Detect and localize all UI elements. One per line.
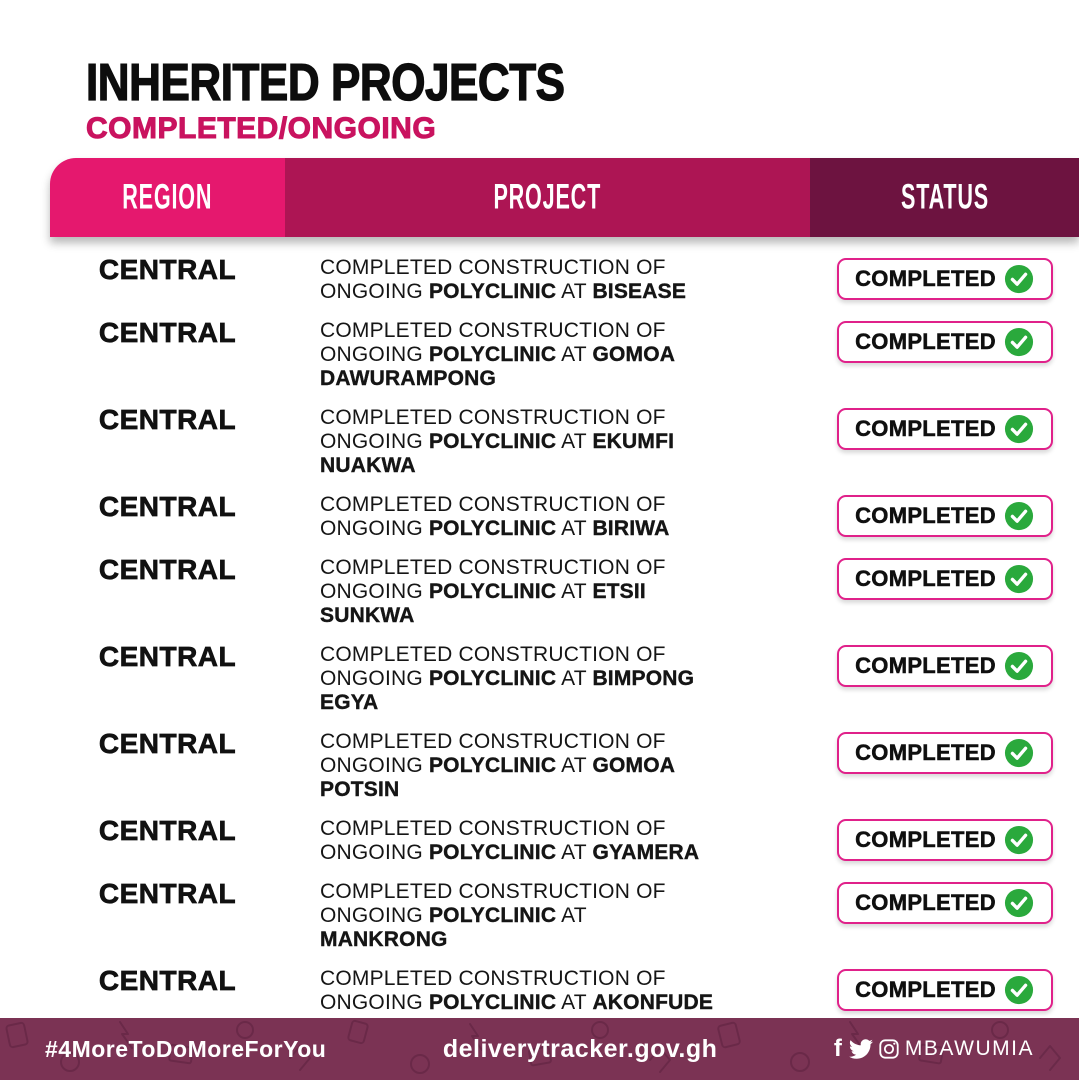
table-row [50, 880, 1079, 952]
check-circle-icon [1004, 738, 1034, 768]
check-circle-icon [1004, 264, 1034, 294]
project-connector: AT [561, 667, 587, 690]
project-prefix: COMPLETED CONSTRUCTION OF ONGOING [320, 880, 666, 927]
status-cell [810, 556, 1079, 600]
project-connector: AT [561, 991, 587, 1014]
project-connector: AT [561, 343, 587, 366]
check-circle-icon [1004, 651, 1034, 681]
status-badge [837, 321, 1053, 363]
project-prefix: COMPLETED CONSTRUCTION OF ONGOING [320, 256, 666, 303]
project-location: MANKRONG [320, 928, 448, 951]
project-type: POLYCLINIC [428, 430, 557, 453]
table-row [50, 967, 1079, 1015]
project-type: POLYCLINIC [428, 904, 557, 927]
check-circle-icon [1004, 975, 1034, 1005]
check-circle-icon [1004, 564, 1034, 594]
status-label: COMPLETED [855, 827, 996, 852]
status-cell [810, 730, 1079, 774]
check-circle-icon [1004, 414, 1034, 444]
region-column-header [50, 158, 285, 237]
project-location: GOMOA DAWURAMPONG [320, 343, 675, 390]
campaign-hashtag: #4MoreToDoMoreForYou [45, 1035, 327, 1062]
project-location: AKONFUDE [592, 991, 714, 1014]
region-cell: CENTRAL [98, 554, 237, 585]
check-circle-icon [1004, 888, 1034, 918]
status-badge [837, 645, 1053, 687]
project-type: POLYCLINIC [428, 580, 557, 603]
project-connector: AT [561, 580, 587, 603]
project-cell [285, 880, 720, 952]
project-prefix: COMPLETED CONSTRUCTION OF ONGOING [320, 406, 666, 453]
page-title: INHERITED PROJECTS [86, 53, 565, 112]
check-circle-icon [1004, 327, 1034, 357]
project-cell [285, 556, 720, 628]
region-cell: CENTRAL [98, 728, 237, 759]
project-cell [285, 493, 720, 541]
project-type: POLYCLINIC [428, 841, 557, 864]
region-cell: CENTRAL [98, 254, 237, 285]
region-cell: CENTRAL [98, 815, 237, 846]
status-label: COMPLETED [855, 890, 996, 915]
status-label: COMPLETED [855, 416, 996, 441]
status-badge [837, 819, 1053, 861]
region-cell: CENTRAL [98, 317, 237, 348]
status-cell [810, 319, 1079, 363]
status-cell [810, 880, 1079, 924]
project-prefix: COMPLETED CONSTRUCTION OF ONGOING [320, 556, 666, 603]
status-cell [810, 493, 1079, 537]
project-cell [285, 406, 720, 478]
status-label: COMPLETED [855, 740, 996, 765]
social-handle: MBAWUMIA [904, 1037, 1034, 1060]
project-type: POLYCLINIC [428, 517, 557, 540]
table-row [50, 643, 1079, 715]
region-cell: CENTRAL [98, 965, 237, 996]
region-header-label: REGION [122, 177, 213, 217]
status-badge [837, 732, 1053, 774]
project-type: POLYCLINIC [428, 754, 557, 777]
project-connector: AT [561, 841, 587, 864]
status-column-header [810, 158, 1079, 237]
status-label: COMPLETED [855, 503, 996, 528]
project-prefix: COMPLETED CONSTRUCTION OF ONGOING [320, 643, 666, 690]
project-type: POLYCLINIC [428, 280, 557, 303]
social-handle-group [834, 1037, 1034, 1061]
status-badge [837, 882, 1053, 924]
project-header-label: PROJECT [493, 177, 602, 217]
project-prefix: COMPLETED CONSTRUCTION OF ONGOING [320, 817, 666, 864]
project-prefix: COMPLETED CONSTRUCTION OF ONGOING [320, 493, 666, 540]
project-location: BIMPONG EGYA [320, 667, 695, 714]
project-cell [285, 643, 720, 715]
status-header-label: STATUS [900, 177, 989, 217]
project-location: BISEASE [592, 280, 687, 303]
status-label: COMPLETED [855, 977, 996, 1002]
project-cell [285, 817, 720, 865]
status-cell [810, 817, 1079, 861]
twitter-icon [849, 1037, 873, 1061]
title-block [86, 52, 630, 146]
status-cell [810, 406, 1079, 450]
table-header-bar [50, 158, 1079, 237]
check-circle-icon [1004, 825, 1034, 855]
project-prefix: COMPLETED CONSTRUCTION OF ONGOING [320, 967, 666, 1014]
project-location: BIRIWA [592, 517, 670, 540]
project-location: GOMOA POTSIN [320, 754, 675, 801]
status-cell [810, 967, 1079, 1011]
project-connector: AT [561, 517, 587, 540]
table-row [50, 406, 1079, 478]
table-row [50, 256, 1079, 304]
page-subtitle: COMPLETED/ONGOING [86, 112, 437, 145]
project-cell [285, 730, 720, 802]
project-prefix: COMPLETED CONSTRUCTION OF ONGOING [320, 730, 666, 777]
region-cell: CENTRAL [98, 641, 237, 672]
project-cell [285, 256, 720, 304]
status-cell [810, 256, 1079, 300]
project-prefix: COMPLETED CONSTRUCTION OF ONGOING [320, 319, 666, 366]
status-label: COMPLETED [855, 266, 996, 291]
project-cell [285, 967, 720, 1015]
status-badge [837, 558, 1053, 600]
project-connector: AT [561, 754, 587, 777]
project-cell [285, 319, 720, 391]
table-body [50, 256, 1079, 1030]
status-badge [837, 969, 1053, 1011]
table-row [50, 493, 1079, 541]
table-row [50, 556, 1079, 628]
status-badge [837, 408, 1053, 450]
status-cell [810, 643, 1079, 687]
project-location: GYAMERA [592, 841, 700, 864]
region-cell: CENTRAL [98, 878, 237, 909]
status-badge [837, 258, 1053, 300]
project-connector: AT [561, 280, 587, 303]
region-cell: CENTRAL [98, 491, 237, 522]
project-connector: AT [561, 904, 587, 927]
status-label: COMPLETED [855, 566, 996, 591]
project-column-header [285, 158, 810, 237]
table-row [50, 319, 1079, 391]
check-circle-icon [1004, 501, 1034, 531]
facebook-icon: f [833, 1035, 842, 1062]
status-badge [837, 495, 1053, 537]
project-location: ETSII SUNKWA [320, 580, 646, 627]
website-url: deliverytracker.gov.gh [442, 1034, 718, 1063]
project-type: POLYCLINIC [428, 667, 557, 690]
table-row [50, 730, 1079, 802]
footer-bar [0, 1018, 1079, 1080]
region-cell: CENTRAL [98, 404, 237, 435]
project-connector: AT [561, 430, 587, 453]
project-type: POLYCLINIC [428, 343, 557, 366]
project-location: EKUMFI NUAKWA [320, 430, 675, 477]
status-label: COMPLETED [855, 329, 996, 354]
project-type: POLYCLINIC [428, 991, 557, 1014]
instagram-icon [878, 1038, 900, 1060]
status-label: COMPLETED [855, 653, 996, 678]
table-row [50, 817, 1079, 865]
